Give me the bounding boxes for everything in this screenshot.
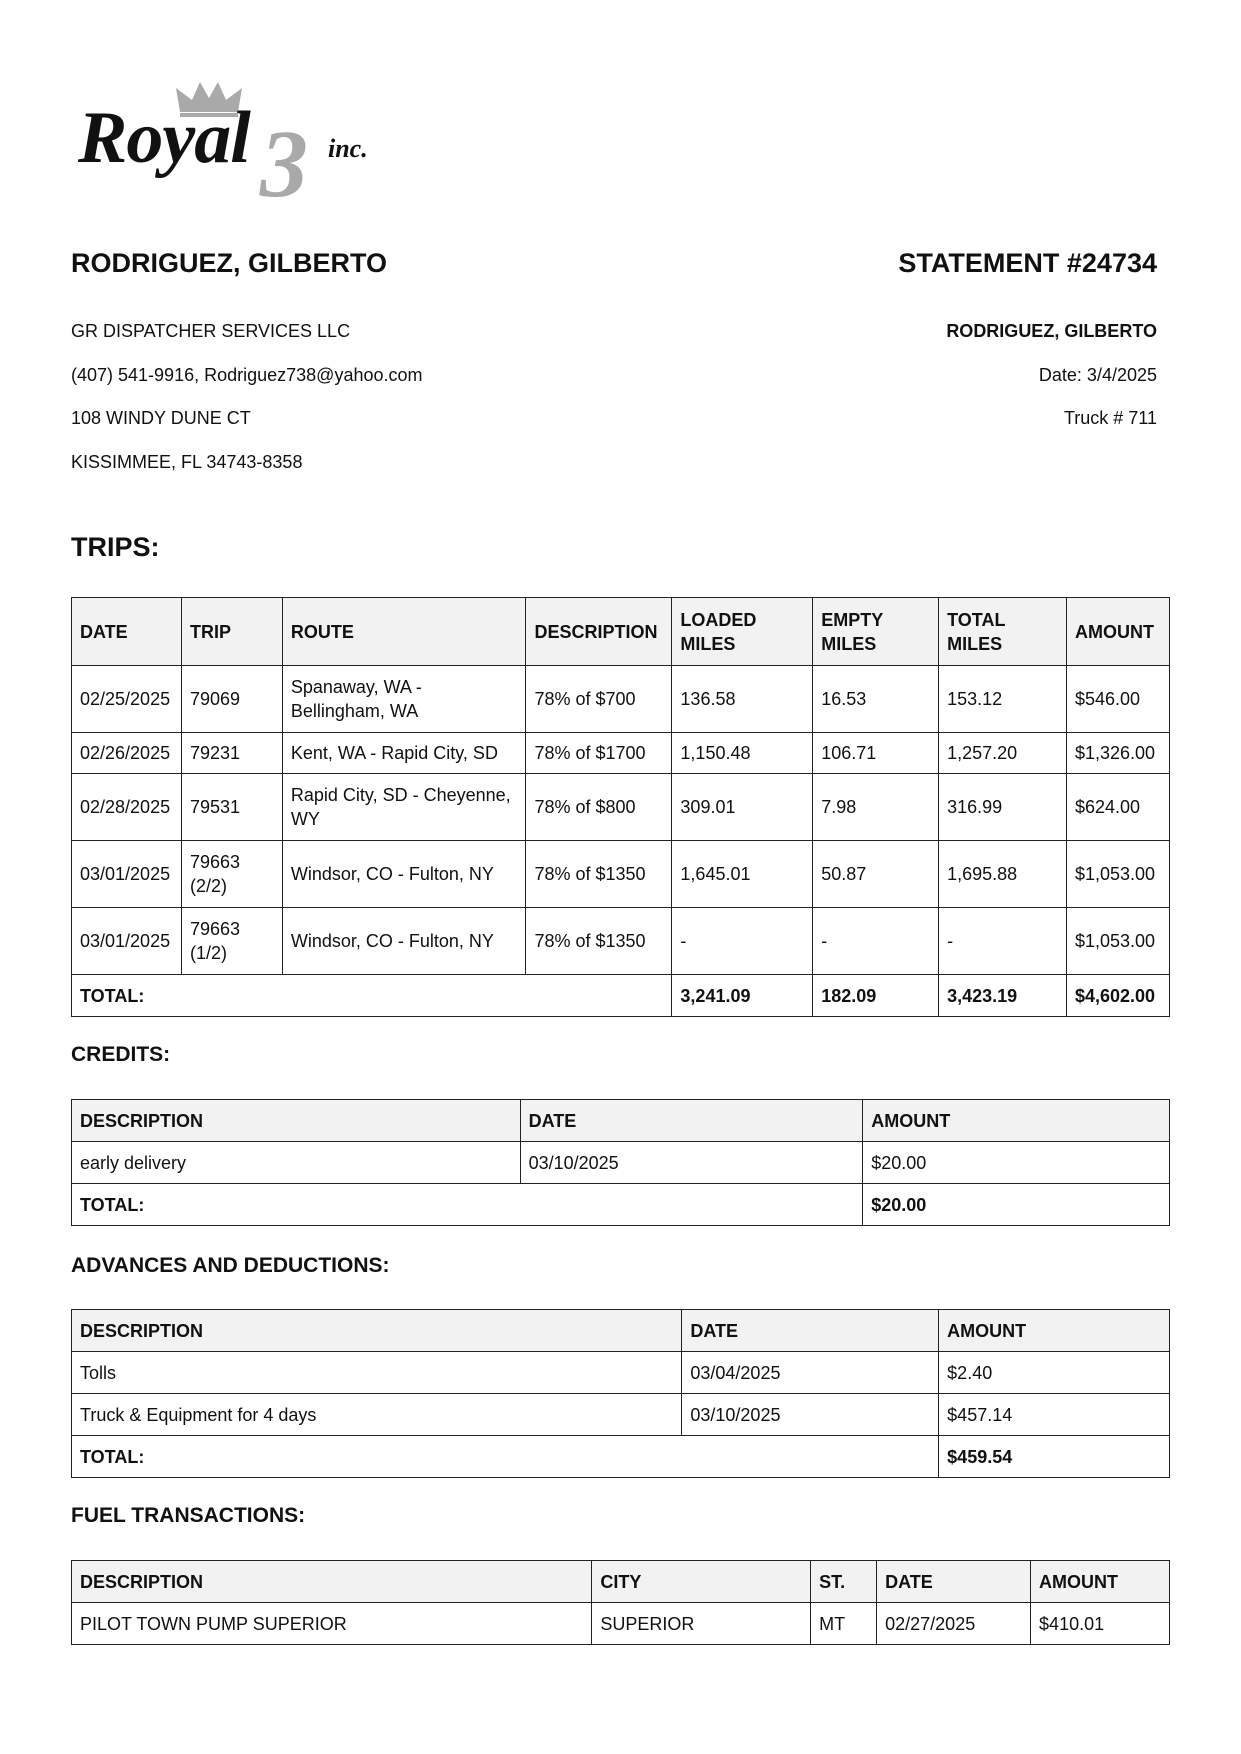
cell-amount: $1,053.00 [1066, 908, 1169, 975]
cell-trip: 79663 (1/2) [181, 908, 282, 975]
column-header: DATE [682, 1310, 939, 1352]
column-header: TRIP [181, 598, 282, 666]
table-header-row [72, 598, 1170, 666]
cell-empty-miles: 16.53 [813, 666, 939, 733]
cell-description: Truck & Equipment for 4 days [72, 1394, 682, 1436]
total-label: TOTAL: [72, 1436, 939, 1478]
cell-total-miles: 1,695.88 [939, 841, 1067, 908]
statement-driver-name: RODRIGUEZ, GILBERTO [946, 321, 1157, 341]
cell-route: Spanaway, WA - Bellingham, WA [282, 666, 526, 733]
cell-date: 02/25/2025 [72, 666, 182, 733]
column-header: DESCRIPTION [72, 1100, 521, 1142]
cell-date: 02/26/2025 [72, 733, 182, 774]
column-header: DATE [520, 1100, 863, 1142]
cell-total-miles: 316.99 [939, 774, 1067, 841]
cell-amount: $2.40 [939, 1352, 1170, 1394]
column-header: CITY [592, 1561, 811, 1603]
cell-date: 02/27/2025 [877, 1603, 1031, 1645]
cell-amount: $1,053.00 [1066, 841, 1169, 908]
table-row [72, 1142, 1170, 1184]
cell-loaded-miles: 1,150.48 [672, 733, 813, 774]
cell-trip: 79231 [181, 733, 282, 774]
table-row [72, 666, 1170, 733]
statement-info [946, 310, 1157, 441]
cell-description: 78% of $1700 [526, 733, 672, 774]
column-header: DATE [72, 598, 182, 666]
credits-heading: CREDITS: [71, 1043, 171, 1066]
cell-amount: $410.01 [1031, 1603, 1170, 1645]
cell-amount: $457.14 [939, 1394, 1170, 1436]
cell-trip: 79069 [181, 666, 282, 733]
table-row [72, 1352, 1170, 1394]
cell-date: 03/01/2025 [72, 841, 182, 908]
total-label: TOTAL: [72, 975, 672, 1017]
driver-info [71, 310, 423, 484]
cell-total-miles: 1,257.20 [939, 733, 1067, 774]
driver-address-line1: 108 WINDY DUNE CT [71, 408, 251, 428]
column-header: AMOUNT [1031, 1561, 1170, 1603]
statement-truck: Truck # 711 [1063, 408, 1157, 428]
table-row [72, 841, 1170, 908]
advances-heading: ADVANCES AND DEDUCTIONS: [71, 1254, 390, 1277]
table-row [72, 774, 1170, 841]
cell-trip: 79663 (2/2) [181, 841, 282, 908]
column-header: ROUTE [282, 598, 526, 666]
column-header: DESCRIPTION [526, 598, 672, 666]
cell-route: Rapid City, SD - Cheyenne, WY [282, 774, 526, 841]
logo-script-text: Royal [78, 97, 250, 179]
cell-description: 78% of $1350 [526, 908, 672, 975]
cell-description: early delivery [72, 1142, 521, 1184]
total-amount: $20.00 [863, 1184, 1170, 1226]
cell-route: Kent, WA - Rapid City, SD [282, 733, 526, 774]
table-row [72, 908, 1170, 975]
cell-city: SUPERIOR [592, 1603, 811, 1645]
column-header: AMOUNT [863, 1100, 1170, 1142]
cell-date: 03/04/2025 [682, 1352, 939, 1394]
cell-date: 03/10/2025 [682, 1394, 939, 1436]
column-header: LOADED MILES [672, 598, 813, 666]
table-row [72, 733, 1170, 774]
credits-table [71, 1099, 1170, 1226]
logo-suffix: inc. [328, 134, 368, 163]
cell-amount: $20.00 [863, 1142, 1170, 1184]
cell-loaded-miles: 136.58 [672, 666, 813, 733]
total-miles: 3,423.19 [939, 975, 1067, 1017]
cell-date: 03/01/2025 [72, 908, 182, 975]
cell-total-miles: - [939, 908, 1067, 975]
cell-loaded-miles: - [672, 908, 813, 975]
fuel-table [71, 1560, 1170, 1645]
driver-company: GR DISPATCHER SERVICES LLC [71, 321, 351, 341]
column-header: DESCRIPTION [72, 1310, 682, 1352]
statement-date: Date: 3/4/2025 [1038, 364, 1157, 385]
cell-trip: 79531 [181, 774, 282, 841]
driver-name-title: RODRIGUEZ, GILBERTO [71, 248, 388, 278]
cell-date: 03/10/2025 [520, 1142, 863, 1184]
column-header: AMOUNT [939, 1310, 1170, 1352]
cell-amount: $1,326.00 [1066, 733, 1169, 774]
cell-description: 78% of $800 [526, 774, 672, 841]
driver-address-line2: KISSIMMEE, FL 34743-8358 [71, 451, 303, 472]
cell-route: Windsor, CO - Fulton, NY [282, 841, 526, 908]
cell-loaded-miles: 1,645.01 [672, 841, 813, 908]
column-header: TOTAL MILES [939, 598, 1067, 666]
cell-route: Windsor, CO - Fulton, NY [282, 908, 526, 975]
column-header: EMPTY MILES [813, 598, 939, 666]
driver-contact: (407) 541-9916, Rodriguez738@yahoo.com [71, 364, 423, 385]
table-header-row [72, 1561, 1170, 1603]
cell-empty-miles: - [813, 908, 939, 975]
total-amount: $459.54 [939, 1436, 1170, 1478]
column-header: DATE [877, 1561, 1031, 1603]
cell-empty-miles: 50.87 [813, 841, 939, 908]
column-header: DESCRIPTION [72, 1561, 592, 1603]
total-loaded-miles: 3,241.09 [672, 975, 813, 1017]
cell-amount: $546.00 [1066, 666, 1169, 733]
cell-date: 02/28/2025 [72, 774, 182, 841]
cell-description: PILOT TOWN PUMP SUPERIOR [72, 1603, 592, 1645]
total-row [72, 1436, 1170, 1478]
table-row [72, 1603, 1170, 1645]
table-header-row [72, 1100, 1170, 1142]
table-header-row [72, 1310, 1170, 1352]
trips-table [71, 597, 1170, 1017]
cell-amount: $624.00 [1066, 774, 1169, 841]
statement-title: STATEMENT #24734 [898, 248, 1157, 278]
total-label: TOTAL: [72, 1184, 863, 1226]
total-empty-miles: 182.09 [813, 975, 939, 1017]
logo-numeral: 3 [260, 110, 308, 217]
cell-description: 78% of $1350 [526, 841, 672, 908]
company-logo [74, 78, 394, 217]
cell-total-miles: 153.12 [939, 666, 1067, 733]
cell-empty-miles: 7.98 [813, 774, 939, 841]
table-row [72, 1394, 1170, 1436]
cell-state: MT [811, 1603, 877, 1645]
total-row [72, 975, 1170, 1017]
cell-description: 78% of $700 [526, 666, 672, 733]
total-amount: $4,602.00 [1066, 975, 1169, 1017]
trips-heading: TRIPS: [71, 532, 160, 562]
column-header: AMOUNT [1066, 598, 1169, 666]
fuel-heading: FUEL TRANSACTIONS: [71, 1504, 306, 1527]
cell-description: Tolls [72, 1352, 682, 1394]
column-header: ST. [811, 1561, 877, 1603]
cell-empty-miles: 106.71 [813, 733, 939, 774]
cell-loaded-miles: 309.01 [672, 774, 813, 841]
total-row [72, 1184, 1170, 1226]
advances-table [71, 1309, 1170, 1478]
